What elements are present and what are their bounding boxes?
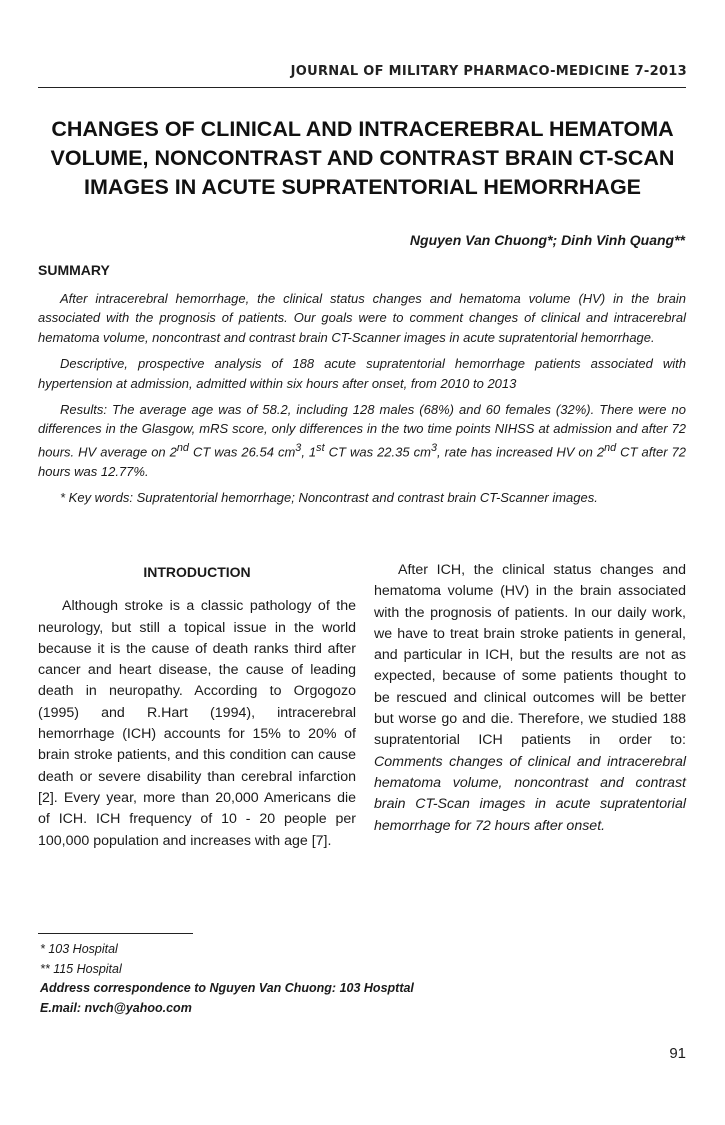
correspondence-address: Address correspondence to Nguyen Van Chuong: 103 Hospttal [40,981,414,996]
right-column [374,560,686,837]
title-line: CHANGES OF CLINICAL AND INTRACEREBRAL HEMATOMA [51,117,674,141]
header-divider [38,87,686,88]
summary-heading: SUMMARY [38,262,110,278]
page-number: 91 [669,1045,686,1062]
keywords: * Key words: Supratentorial hemorrhage; Noncontrast and contrast brain CT-Scanner images. [60,489,598,505]
title-line: IMAGES IN ACUTE SUPRATENTORIAL HEMORRHAGE [83,175,642,199]
article-title [40,115,685,202]
introduction-heading: INTRODUCTION [143,564,251,580]
footnote-affiliation: ** 115 Hospital [40,961,122,976]
footnotes [40,940,414,1018]
summary-body [38,289,686,514]
footnote-divider [38,933,193,934]
summary-results: Results: The average age was of 58.2, including 128 males (68%) and 60 females (32%). There were no differences in the Glasgow, mRS score, only differences in the two time points NIHSS at admission and after 72 hours. HV average on 2nd CT was 26.54 $cm^3$, 1st CT was 22.35 $cm^3$, rate has increased HV on 2nd CT after 72 hours was 12.77%. [38,402,686,479]
left-column [38,560,356,852]
correspondence-email: E.mail: nvch@yahoo.com [40,1000,192,1015]
title-line: VOLUME, NONCONTRAST AND CONTRAST BRAIN CT-SCAN [50,146,675,170]
summary-paragraph: After intracerebral hemorrhage, the clinical status changes and hematoma volume (HV) in the brain associated with the prognosis of patients. Our goals were to comment changes of clinical and intracerebral hematoma volume, noncontrast and contrast brain CT-Scanner images in acute supratentorial hemorrhage. [38,291,686,345]
study-aim: Comments changes of clinical and intracerebral hematoma volume, noncontrast and contrast brain CT-Scan images in acute supratentorial hemorrhage for 72 hours after onset. [374,753,686,834]
footnote-affiliation: * 103 Hospital [40,942,118,956]
journal-header: JOURNAL OF MILITARY PHARMACO-MEDICINE 7-2013 [290,64,687,79]
intro-paragraph-right: After ICH, the clinical status changes and hematoma volume (HV) in the brain associated with the prognosis of patients. In our daily work, we have to treat brain stroke patients in general, and particular in ICH, but the results are not as expected, because of some patients thought to be rescued and clinical outcomes will be better but worse go and die. Therefore, we studied 188 supratentorial ICH patients in order to: Comments changes of clinical and intracerebral hematoma volume, noncontrast and contrast brain CT-Scan images in acute supratentorial hemorrhage for 72 hours after onset. [374,562,686,834]
intro-paragraph-left: Although stroke is a classic pathology of the neurology, but still a topical issue in the world because it is the cause of death ranks third after cancer and heart disease, the cause of leading death in neuropathy. According to Orgogozo (1995) and R.Hart (1994), intracerebral hemorrhage (ICH) accounts for 15% to 20% of brain stroke patients, and this condition can cause death or severe disability than cerebral infarction [2]. Every year, more than 20,000 Americans die of ICH. ICH frequency of 10 - 20 people per 100,000 population and increases with age [7]. [38,598,356,849]
authors: Nguyen Van Chuong*; Dinh Vinh Quang** [409,232,685,248]
summary-paragraph: Descriptive, prospective analysis of 188 acute supratentorial hemorrhage patients associated with hypertension at admission, admitted within six hours after onset, from 2010 to 2013 [38,356,686,391]
